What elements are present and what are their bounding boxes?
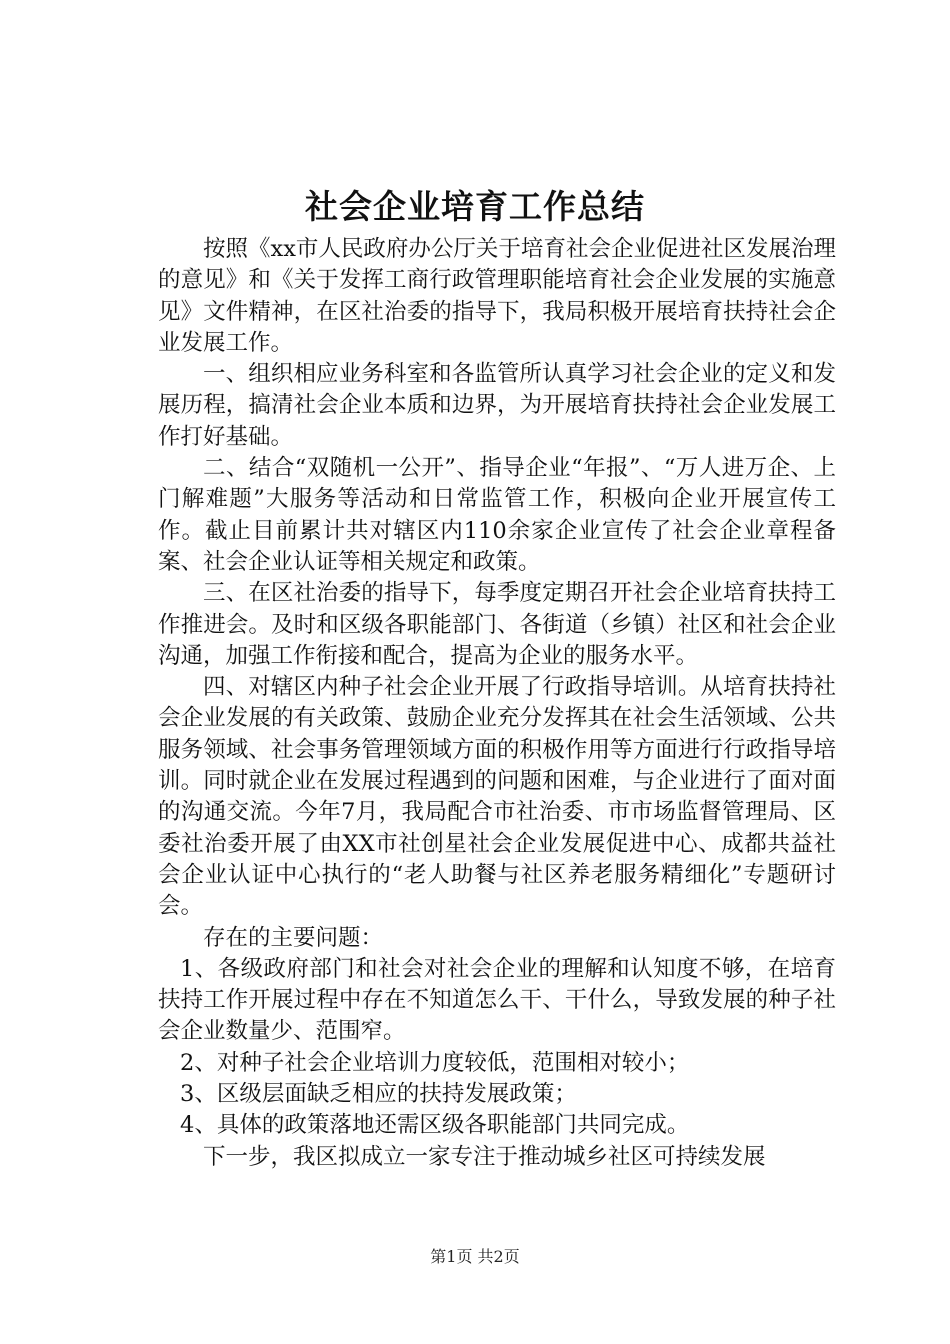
page-number-footer: 第1页 共2页	[430, 1247, 520, 1266]
paragraph-point-2: 二、结合“双随机一公开”、指导企业“年报”、“万人进万企、上门解难题”大服务等活动和日常监管工作，积极向企业开展宣传工作。截止目前累计共对辖区内110余家企业宣传了社会企业章程备案、社会企业认证等相关规定和政策。	[158, 455, 836, 575]
paragraph-point-4: 四、对辖区内种子社会企业开展了行政指导培训。从培育扶持社会企业发展的有关政策、鼓励企业充分发挥其在社会生活领域、公共服务领域、社会事务管理领域方面的积极作用等方面进行行政指导培训。同时就企业在发展过程遇到的问题和困难，与企业进行了面对面的沟通交流。今年7月，我局配合市社治委、市市场监督管理局、区委社治委开展了由XX市社创星社会企业发展促进中心、成都共益社会企业认证中心执行的“老人助餐与社区养老服务精细化”专题研讨会。	[158, 674, 836, 920]
paragraph-problem-2: 2、对种子社会企业培训力度较低，范围相对较小；	[180, 1049, 690, 1076]
paragraph-intro: 按照《xx市人民政府办公厅关于培育社会企业促进社区发展治理的意见》和《关于发挥工商行政管理职能培育社会企业发展的实施意见》文件精神，在区社治委的指导下，我局积极开展培育扶持社会企业发展工作。	[158, 236, 836, 356]
page-title: 社会企业培育工作总结	[305, 187, 645, 226]
paragraph-next-step: 下一步，我区拟成立一家专注于推动城乡社区可持续发展	[203, 1143, 766, 1170]
paragraph-problem-1: 1、各级政府部门和社会对社会企业的理解和认知度不够，在培育扶持工作开展过程中存在不知道怎么干、干什么，导致发展的种子社会企业数量少、范围窄。	[158, 955, 836, 1045]
paragraph-problem-3: 3、区级层面缺乏相应的扶持发展政策；	[180, 1081, 577, 1108]
paragraph-problem-4: 4、具体的政策落地还需区级各职能部门共同完成。	[180, 1112, 690, 1139]
document-body	[158, 234, 836, 1173]
paragraph-point-1: 一、组织相应业务科室和各监管所认真学习社会企业的定义和发展历程，搞清社会企业本质和边界，为开展培育扶持社会企业发展工作打好基础。	[158, 361, 836, 450]
paragraph-point-3: 三、在区社治委的指导下，每季度定期召开社会企业培育扶持工作推进会。及时和区级各职能部门、各街道（乡镇）社区和社会企业沟通，加强工作衔接和配合，提高为企业的服务水平。	[158, 580, 836, 669]
paragraph-problems-heading: 存在的主要问题：	[203, 924, 384, 951]
